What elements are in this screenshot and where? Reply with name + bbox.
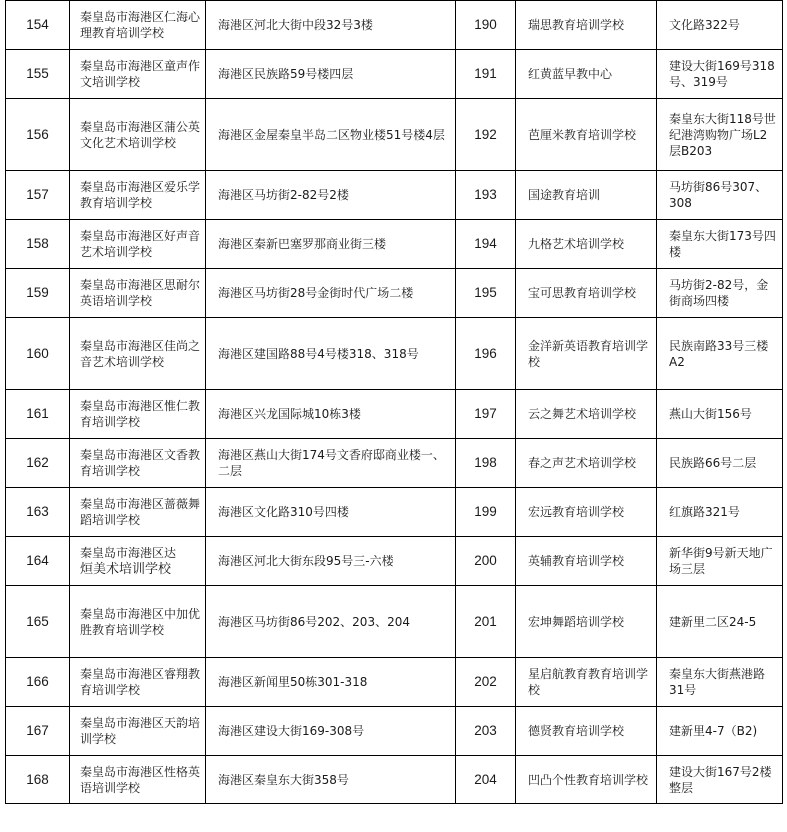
table-row xyxy=(6,50,783,99)
table-row xyxy=(6,99,783,171)
school-name: 春之声艺术培训学校 xyxy=(516,439,657,488)
school-name: 秦皇岛市海港区爱乐学教育培训学校 xyxy=(70,171,206,220)
school-address: 海港区文化路310号四楼 xyxy=(206,488,456,537)
school-address: 秦皇东大街118号世纪港湾购物广场L2层B203 xyxy=(657,99,783,171)
school-address: 海港区河北大街中段32号3楼 xyxy=(206,1,456,50)
school-name: 云之舞艺术培训学校 xyxy=(516,390,657,439)
row-number: 203 xyxy=(456,707,516,756)
school-address: 海港区建国路88号4号楼318、318号 xyxy=(206,318,456,390)
table-row xyxy=(6,390,783,439)
row-number: 200 xyxy=(456,537,516,586)
row-number: 163 xyxy=(6,488,70,537)
table-row xyxy=(6,269,783,318)
school-name: 红黄蓝早教中心 xyxy=(516,50,657,99)
row-number: 160 xyxy=(6,318,70,390)
school-address: 海港区马坊街86号202、203、204 xyxy=(206,586,456,658)
school-address: 海港区秦新巴塞罗那商业街三楼 xyxy=(206,220,456,269)
school-name: 秦皇岛市海港区文香教育培训学校 xyxy=(70,439,206,488)
school-address: 海港区秦皇东大街358号 xyxy=(206,756,456,804)
row-number: 193 xyxy=(456,171,516,220)
row-number: 202 xyxy=(456,658,516,707)
school-name: 星启航教育教育培训学校 xyxy=(516,658,657,707)
school-name: 秦皇岛市海港区天韵培训学校 xyxy=(70,707,206,756)
school-name: 秦皇岛市海港区仁海心理教育培训学校 xyxy=(70,1,206,50)
school-name: 国途教育培训 xyxy=(516,171,657,220)
table-row xyxy=(6,658,783,707)
row-number: 201 xyxy=(456,586,516,658)
school-name: 瑞思教育培训学校 xyxy=(516,1,657,50)
school-address: 燕山大街156号 xyxy=(657,390,783,439)
school-name: 九格艺术培训学校 xyxy=(516,220,657,269)
school-address: 建设大街169号318号、319号 xyxy=(657,50,783,99)
row-number: 204 xyxy=(456,756,516,804)
row-number: 194 xyxy=(456,220,516,269)
school-name: 秦皇岛市海港区好声音艺术培训学校 xyxy=(70,220,206,269)
school-address: 海港区马坊街28号金街时代广场二楼 xyxy=(206,269,456,318)
school-list-table xyxy=(5,0,783,804)
table-row xyxy=(6,439,783,488)
school-name: 秦皇岛市海港区佳尚之音艺术培训学校 xyxy=(70,318,206,390)
row-number: 164 xyxy=(6,537,70,586)
row-number: 198 xyxy=(456,439,516,488)
school-address: 海港区民族路59号楼四层 xyxy=(206,50,456,99)
table-row xyxy=(6,1,783,50)
row-number: 192 xyxy=(456,99,516,171)
school-name: 秦皇岛市海港区思耐尔英语培训学校 xyxy=(70,269,206,318)
school-name: 秦皇岛市海港区蒲公英文化艺术培训学校 xyxy=(70,99,206,171)
school-address: 海港区兴龙国际城10栋3楼 xyxy=(206,390,456,439)
school-name: 英辅教育培训学校 xyxy=(516,537,657,586)
table-row xyxy=(6,488,783,537)
school-name: 凹凸个性教育培训学校 xyxy=(516,756,657,804)
school-address: 海港区河北大街东段95号三-六楼 xyxy=(206,537,456,586)
row-number: 191 xyxy=(456,50,516,99)
table-row xyxy=(6,220,783,269)
school-address: 民族南路33号三楼A2 xyxy=(657,318,783,390)
school-name: 宏远教育培训学校 xyxy=(516,488,657,537)
school-address: 海港区新闻里50栋301-318 xyxy=(206,658,456,707)
row-number: 168 xyxy=(6,756,70,804)
school-name: 秦皇岛市海港区惟仁教育培训学校 xyxy=(70,390,206,439)
row-number: 199 xyxy=(456,488,516,537)
school-address: 海港区建设大街169-308号 xyxy=(206,707,456,756)
table-row xyxy=(6,171,783,220)
row-number: 156 xyxy=(6,99,70,171)
school-name-line: 烜美术培训学校 xyxy=(80,561,172,577)
row-number: 197 xyxy=(456,390,516,439)
school-name: 宝可思教育培训学校 xyxy=(516,269,657,318)
row-number: 154 xyxy=(6,1,70,50)
school-address: 马坊街86号307、308 xyxy=(657,171,783,220)
row-number: 161 xyxy=(6,390,70,439)
school-address: 海港区金屋秦皇半岛二区物业楼51号楼4层 xyxy=(206,99,456,171)
school-name: 金洋新英语教育培训学校 xyxy=(516,318,657,390)
row-number: 155 xyxy=(6,50,70,99)
school-address: 秦皇东大街173号四楼 xyxy=(657,220,783,269)
row-number: 157 xyxy=(6,171,70,220)
row-number: 190 xyxy=(456,1,516,50)
school-address: 建新里4-7（B2) xyxy=(657,707,783,756)
table-row xyxy=(6,756,783,804)
school-name-line: 秦皇岛市海港区达 xyxy=(80,545,177,560)
school-address: 民族路66号二层 xyxy=(657,439,783,488)
school-address: 建设大街167号2楼整层 xyxy=(657,756,783,804)
school-address: 秦皇东大街燕港路31号 xyxy=(657,658,783,707)
school-name: 秦皇岛市海港区睿翔教育培训学校 xyxy=(70,658,206,707)
school-address: 文化路322号 xyxy=(657,1,783,50)
school-name: 秦皇岛市海港区中加优胜教育培训学校 xyxy=(70,586,206,658)
row-number: 196 xyxy=(456,318,516,390)
row-number: 159 xyxy=(6,269,70,318)
school-name: 宏坤舞蹈培训学校 xyxy=(516,586,657,658)
row-number: 165 xyxy=(6,586,70,658)
row-number: 162 xyxy=(6,439,70,488)
table-row xyxy=(6,586,783,658)
row-number: 195 xyxy=(456,269,516,318)
row-number: 166 xyxy=(6,658,70,707)
table-row xyxy=(6,537,783,586)
school-name xyxy=(70,537,206,586)
school-name: 秦皇岛市海港区蔷薇舞蹈培训学校 xyxy=(70,488,206,537)
table-row xyxy=(6,318,783,390)
school-name: 秦皇岛市海港区童声作文培训学校 xyxy=(70,50,206,99)
school-name: 秦皇岛市海港区性格英语培训学校 xyxy=(70,756,206,804)
school-address: 马坊街2-82号，金街商场四楼 xyxy=(657,269,783,318)
school-name: 德贤教育培训学校 xyxy=(516,707,657,756)
row-number: 158 xyxy=(6,220,70,269)
row-number: 167 xyxy=(6,707,70,756)
school-address: 建新里二区24-5 xyxy=(657,586,783,658)
school-address: 海港区燕山大街174号文香府邸商业楼一、二层 xyxy=(206,439,456,488)
school-address: 新华街9号新天地广场三层 xyxy=(657,537,783,586)
table-row xyxy=(6,707,783,756)
school-address: 海港区马坊街2-82号2楼 xyxy=(206,171,456,220)
school-address: 红旗路321号 xyxy=(657,488,783,537)
school-name: 芭厘米教育培训学校 xyxy=(516,99,657,171)
